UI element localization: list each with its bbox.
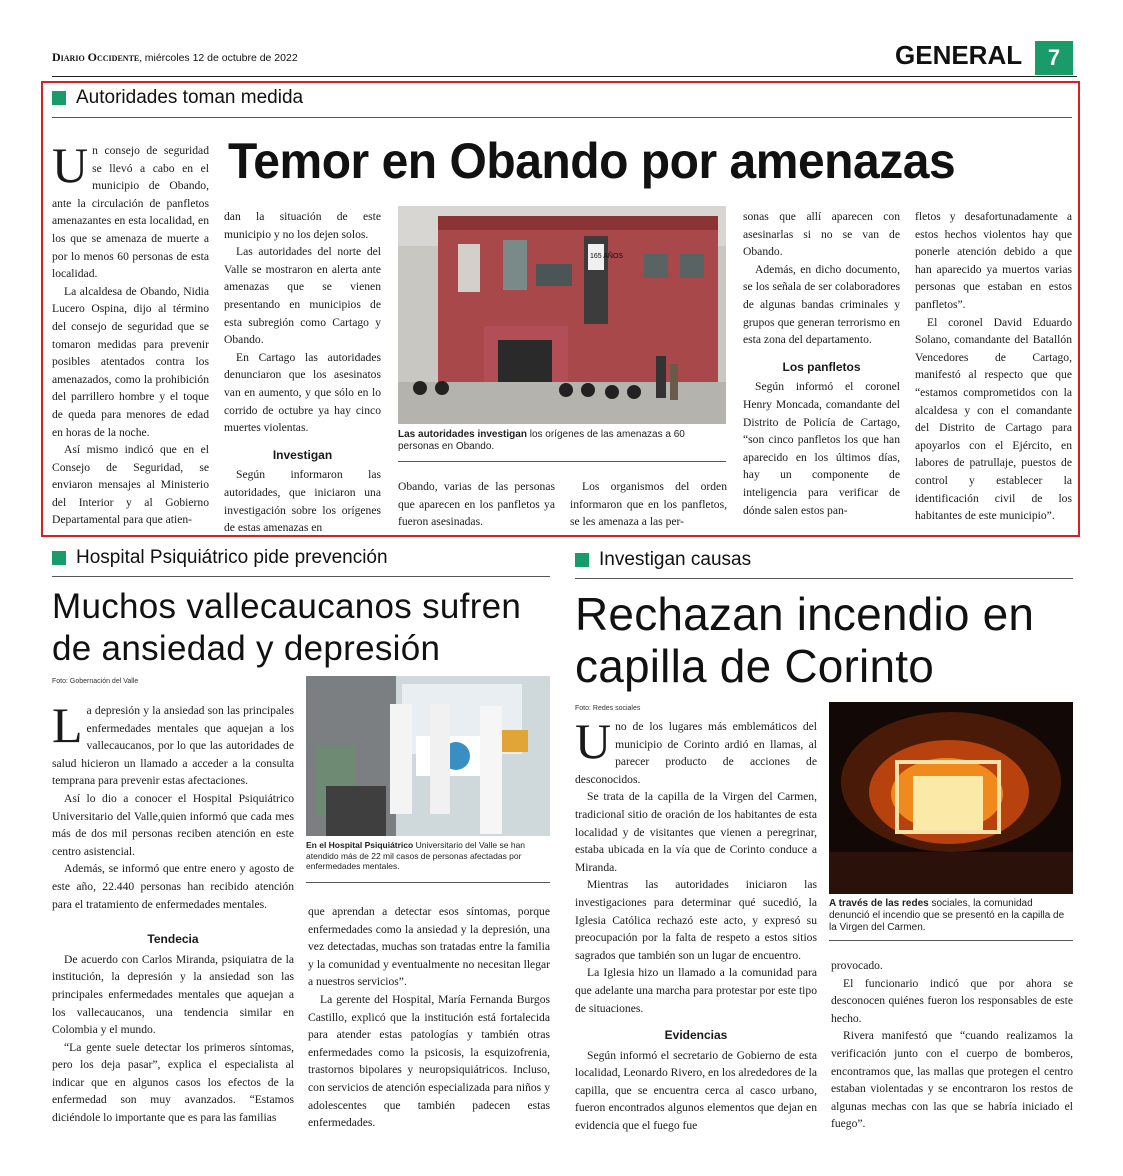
subhead: Evidencias — [664, 1028, 728, 1043]
paragraph: Obando, varias de las personas que aparecen en los panfletos ya fueron asesinadas. — [398, 480, 555, 529]
top-photo-rule — [398, 461, 726, 462]
paragraph: Además, se informó que entre enero y agosto de este año, 22.440 personas han recibido atención para el tratamiento de enfermedades mentales. — [52, 862, 294, 911]
kicker-square — [52, 551, 66, 565]
paragraph: Según informó el coronel Henry Moncada, comandante del Distrito de Policía de Cartago, “son cinco panfletos los que han aparecido en los últimos días, hay un componente de inteligencia para verificar de dónde salen estos pan- — [743, 380, 900, 517]
right-headline: Rechazan incendio en capilla de Corinto — [575, 588, 1035, 692]
right-photo-caption — [829, 898, 1073, 934]
paragraph: En Cartago las autoridades denunciaron que los asesinatos van en aumento, y que sólo en lo corrido de octubre ya hay cinco muertes violentas. — [224, 350, 381, 435]
paragraph: Rivera manifestó que “cuando realizamos la verificación junto con el cuerpo de bomberos, encontramos que, las mallas que protegen el centro estaban violentadas y se encontraron los restos de algunas mechas con las que se habría iniciado el fuego”. — [831, 1029, 1073, 1131]
paragraph: Los organismos del orden informaron que en los panfletos, se les amenaza a las per- — [570, 480, 727, 529]
kicker-square — [52, 91, 66, 105]
dropcap: L — [52, 697, 83, 753]
subhead: Investigan — [272, 447, 333, 462]
paragraph: que aprendan a detectar esos síntomas, porque enfermedades como la ansiedad y la depresión, una vez detectadas, muchas son tratadas entre la familia y la comunidad y eventualmente no necesitan llegar a nuestros servicios”. — [308, 905, 550, 989]
paragraph: La alcaldesa de Obando, Nidia Lucero Ospina, dijo al término del consejo de seguridad que se tomaron medidas para prevenir posibles atentados contra los amenazados, como la prohibición del parrillero hombre y el toque de queda para menores de edad en horas de la noche. — [52, 284, 209, 439]
left-kicker-rule — [52, 576, 550, 577]
paragraph: La Iglesia hizo un llamado a la comunidad para que adelante una marcha para protestar por este tipo de situaciones. — [575, 966, 817, 1015]
kicker-text: Hospital Psiquiátrico pide prevención — [76, 547, 388, 568]
paragraph: n consejo de seguridad se llevó a cabo en el municipio de Obando, ante la circulación de panfletos amenazantes en esta localidad, en los que se amenaza de muerte a por lo menos 60 personas de esta localidad. — [52, 144, 209, 281]
top-col-2 — [224, 208, 381, 537]
paragraph: Las autoridades del norte del Valle se mostraron en alerta ante amenazas que se vienen presentando en municipios de esta subregión como Cartago y Obando. — [224, 245, 381, 347]
paragraph: dan la situación de este municipio y no los dejen solos. — [224, 210, 381, 241]
right-kicker-rule — [575, 578, 1073, 579]
section-label: GENERAL — [895, 40, 1023, 70]
left-kicker — [52, 547, 388, 569]
kicker-text: Autoridades toman medida — [76, 87, 304, 108]
paragraph: sonas que allí aparecen con asesinarlas si no se van de Obando. — [743, 210, 900, 259]
fire-illustration — [829, 702, 1073, 894]
paper-name: Diario Occidente — [52, 50, 140, 64]
sign-text: 165 AÑOS — [590, 253, 624, 260]
paragraph: “La gente suele detectar los primeros síntomas, pero los deja pasar”, explica el especialista al indicar que en algunos casos los efectos de la enfermedad son muy avanzados. “Estamos diciéndole lo importante que es para las familias — [52, 1040, 294, 1125]
left-photo-rule — [306, 882, 550, 883]
right-photo-rule — [829, 940, 1073, 941]
caption-text: Universitario del Valle se han atendido más de 22 mil casos de personas afectadas por enfermedades mentales. — [306, 840, 526, 871]
building-illustration — [398, 206, 726, 424]
caption-bold: Las autoridades investigan — [398, 429, 527, 440]
paragraph: no de los lugares más emblemáticos del municipio de Corinto ardió en llamas, al parecer producto de acciones de desconocidos. — [575, 720, 817, 786]
right-col-2 — [831, 957, 1073, 1133]
dropcap: U — [575, 713, 612, 769]
masthead-rule — [52, 76, 1077, 77]
masthead-line: Diario Occidente, miércoles 12 de octubre de 2022 — [52, 50, 298, 64]
paragraph: a depresión y la ansiedad son las principales enfermedades mentales que aquejan a los vallecaucanos, por lo que las autoridades de salud hicieron un llamado a acceder a la consulta temprana para prevenir estas afectaciones. — [52, 704, 294, 788]
paragraph: Según informaron las autoridades, que iniciaron una investigación sobre los orígenes de estas amenazas en — [224, 468, 381, 535]
caption-bold: En el Hospital Psiquiátrico — [306, 840, 414, 850]
subhead: Los panfletos — [782, 359, 861, 374]
top-under-photo-1 — [398, 478, 555, 531]
left-col-1 — [52, 697, 294, 1127]
hospital-photo — [306, 676, 550, 836]
paragraph: Además, en dicho documento, se los señala de ser colaboradores de algunas bandas criminales y grupos que generan terrorismo en esta zona del departamento. — [743, 262, 900, 347]
page-number: 7 — [1035, 41, 1073, 75]
hospital-illustration — [306, 676, 550, 836]
paragraph: La gerente del Hospital, María Fernanda Burgos Castillo, explicó que la institución está fortalecida para atender estas patologías y también otras enfermedades como la psicosis, la esquizofrenia, trastornos bipolares y neuropsiquiátricos. Incluso, con servicios de atención especializada para niños y adolescentes que también padecen estas enfermedades. — [308, 992, 550, 1130]
top-col-4 — [743, 208, 900, 519]
caption-text: sociales, la comunidad denunció el incendio que se presentó en la capilla de la Virgen del Carmen. — [829, 898, 1065, 933]
top-col-5 — [915, 208, 1072, 525]
issue-date: miércoles 12 de octubre de 2022 — [144, 52, 298, 64]
left-photo-caption — [306, 840, 550, 872]
dropcap: U — [52, 137, 89, 193]
paragraph: provocado. — [831, 959, 883, 972]
subhead: Tendecia — [147, 932, 199, 947]
left-photo-credit: Foto: Gobernación del Valle — [52, 678, 139, 685]
obando-building-photo — [398, 206, 726, 424]
paragraph: El funcionario indicó que por ahora se desconocen quiénes fueron los responsables de este hecho. — [831, 976, 1073, 1025]
paragraph: El coronel David Eduardo Solano, comandante del Batallón Vencedores de Cartago, manifestó al respecto que que “estamos comprometidos con la alcaldesa y con el comandante del Distrito de Cartago para apoyarlos con el Ejército, en labores de patrullaje, puestos de control y establecer la identificación civil de los habitantes de este municipio”. — [915, 315, 1072, 523]
top-kicker-rule — [52, 117, 1072, 118]
right-col-1 — [575, 713, 817, 1135]
top-col-1 — [52, 137, 209, 529]
paragraph: fletos y desafortunadamente a estos hechos violentos hay que ponerle atención debido a que han aparecido ya muertos varias personas que estaban en estos panfletos”. — [915, 210, 1072, 311]
paragraph: Mientras las autoridades iniciaron las investigaciones para determinar qué sucedió, la Iglesia Católica rechazó este acto, y expresó su preocupación por la falta de respeto a estos sitios sagrados que también son un lugar de encuentro. — [575, 878, 817, 962]
left-col-2 — [308, 903, 550, 1132]
masthead — [52, 40, 1077, 76]
caption-text: los orígenes de las amenazas a 60 personas en Obando. — [398, 429, 685, 452]
paragraph: De acuerdo con Carlos Miranda, psiquiatra de la institución, la depresión y la ansiedad son las principales enfermedades mentales que aquejan a los vallecaucanos, una tendencia similar en Colombia y el mundo. — [52, 952, 294, 1037]
caption-bold: A través de las redes — [829, 898, 929, 909]
right-photo-credit: Foto: Redes sociales — [575, 705, 641, 712]
top-kicker — [52, 87, 303, 109]
right-kicker — [575, 549, 751, 571]
paragraph: Así mismo indicó que en el Consejo de Seguridad, se enviaron mensajes al Ministerio del Interior y al Gobierno Departamental para que atien- — [52, 443, 209, 527]
paragraph: Según informó el secretario de Gobierno de esta localidad, Leonardo Rivero, en los alrededores de la capilla, que se encuentra cerca al casco urbano, fueron encontrados algunos elementos que dejan en evidencia que el fuego fue — [575, 1048, 817, 1133]
paragraph: Se trata de la capilla de la Virgen del Carmen, tradicional sitio de oración de los habitantes de esta localidad y de visitantes que vienen a peregrinar, estaba ubicada en la vía que de Corinto conduce a Miranda. — [575, 790, 817, 874]
chapel-fire-photo — [829, 702, 1073, 894]
kicker-square — [575, 553, 589, 567]
paragraph: Así lo dio a conocer el Hospital Psiquiátrico Universitario del Valle,quien informó que cada mes más de dos mil personas reciben atención en este centro asistencial. — [52, 791, 294, 858]
top-photo-caption — [398, 429, 726, 453]
top-headline: Temor en Obando por amenazas — [228, 133, 956, 189]
top-under-photo-2 — [570, 478, 727, 531]
left-headline: Muchos vallecaucanos sufren de ansiedad y depresión — [52, 587, 522, 668]
kicker-text: Investigan causas — [599, 549, 752, 570]
